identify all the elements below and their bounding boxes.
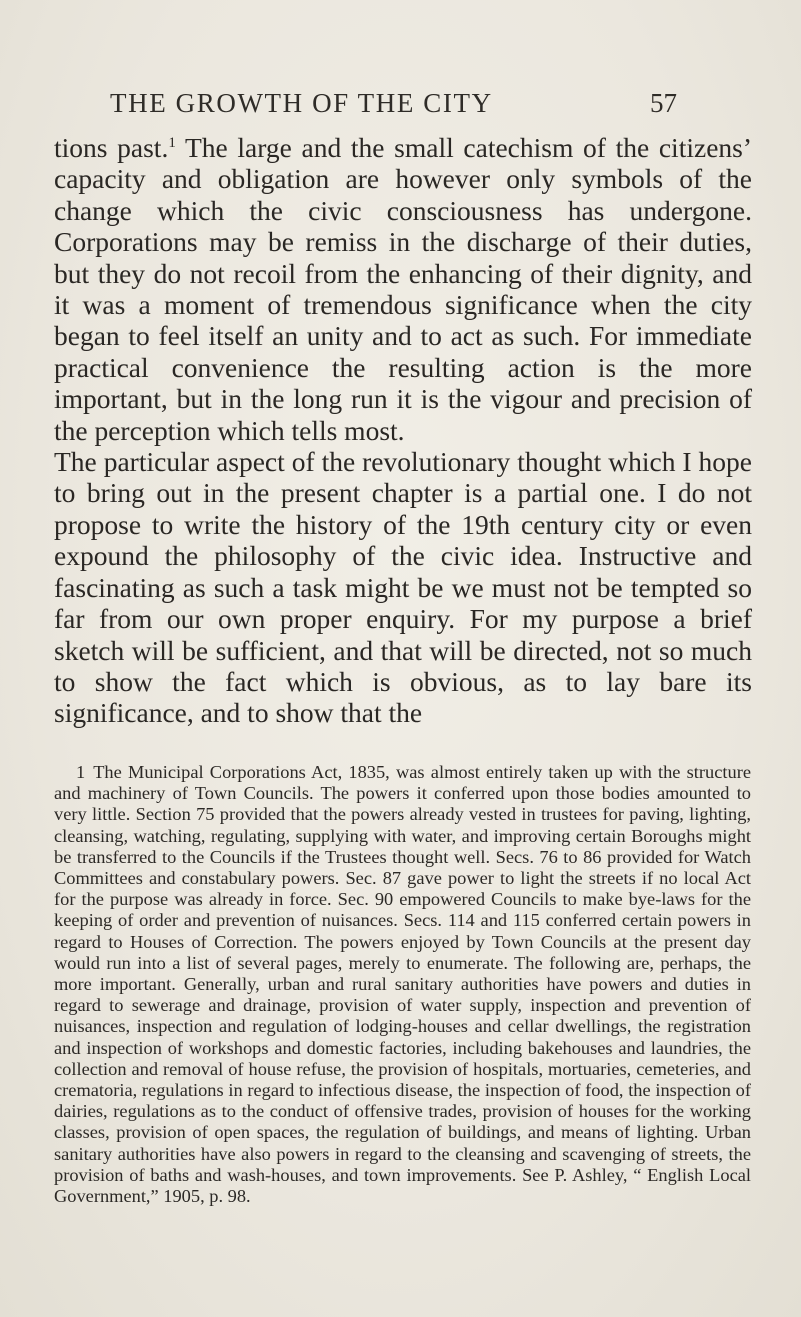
paragraph — [54, 132, 752, 446]
paragraph-text: The large and the small catechism of the citizens’ capacity and obligation are however only symbols of the change which the civic consciousness has undergone. Corporations may be remiss in the discharge of their duties, but they do not recoil from the enhancing of their dignity, and it was a moment of tremendous significance when the city began to feel itself an unity and to act as such. For immediate practical convenience the resulting action is the more important, but in the long run it is the vigour and precision of the perception which tells most. — [54, 132, 753, 446]
paragraph: The particular aspect of the revolutionary thought which I hope to bring out in the present chapter is a partial one. I do not propose to write the history of the 19th century city or even expound the philosophy of the civic idea. Instructive and fascinating as such a task might be we must not be tempted so far from our own proper enquiry. For my purpose a brief sketch will be sufficient, and that will be directed, not so much to show the fact which is obvious, as to lay bare its significance, and to show that the — [54, 446, 752, 729]
paragraph-text: tions past. — [54, 132, 169, 163]
running-title: THE GROWTH OF THE CITY — [110, 88, 493, 118]
footnote-reference: 1 — [168, 134, 176, 151]
page-number: 57 — [650, 88, 677, 118]
footnote — [54, 762, 751, 1207]
main-text — [54, 132, 752, 729]
footnote-text: The Municipal Corporations Act, 1835, was almost entirely taken up with the structure and machinery of Town Councils. The powers it conferred upon those bodies amounted to very little. Section 75 provided that the powers already vested in trustees for paving, lighting, cleansing, watching, regulating, supplying with water, and improving certain Boroughs might be transferred to the Councils if the Trustees thought well. Secs. 76 to 86 provided for Watch Committees and constabulary powers. Sec. 87 gave power to light the streets if no local Act for the purpose was already in force. Sec. 90 empowered Councils to make bye-laws for the keeping of order and prevention of nuisances. Secs. 114 and 115 conferred certain powers in regard to Houses of Correction. The powers enjoyed by Town Councils at the present day would run into a list of several pages, merely to enumerate. The following are, perhaps, the more important. Generally, urban and rural sanitary authorities have powers and duties in regard to sewerage and drainage, provision of water supply, inspection and prevention of nuisances, inspection and regulation of lodging-houses and cellar dwellings, the registration and inspection of workshops and domestic factories, including bakehouses and laundries, the collection and removal of house refuse, the provision of hospitals, mortuaries, cemeteries, and crematoria, regulations in regard to infectious disease, the inspection of food, the inspection of dairies, regulations as to the conduct of offensive trades, provision of houses for the working classes, provision of open spaces, the regulation of buildings, and means of lighting. Urban sanitary authorities have also powers in regard to the cleansing and scavenging of streets, the provision of baths and wash-houses, and town improvements. See P. Ashley, “ English Local Government,” 1905, p. 98. — [54, 762, 751, 1207]
footnote-marker: 1 — [76, 762, 86, 782]
